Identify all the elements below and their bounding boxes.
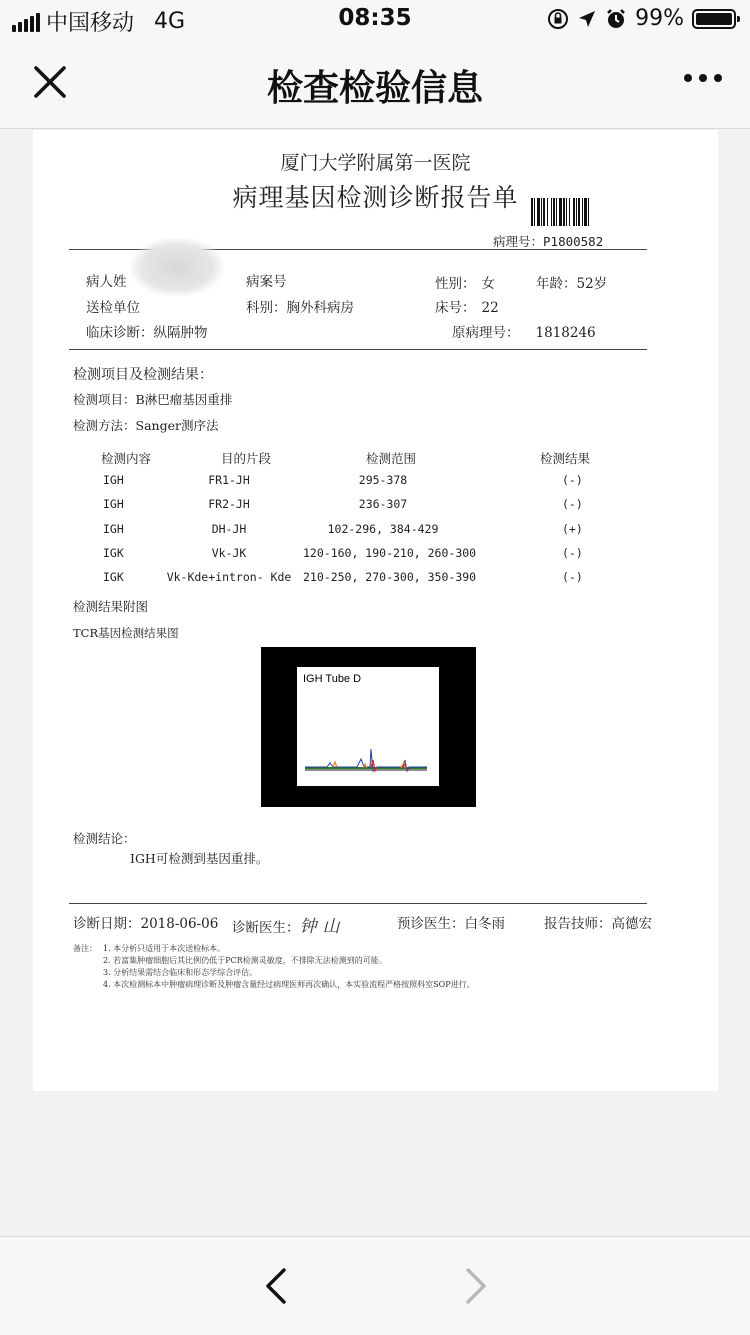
battery-icon: [692, 9, 736, 29]
figure-section-title: 检测结果附图: [73, 599, 149, 614]
table-cell-range: 102-296, 384-429: [327, 522, 439, 536]
clinical-diagnosis-field: [86, 321, 208, 341]
original-pathology-no-field: [452, 321, 596, 341]
gender-value: 女: [481, 276, 495, 292]
table-header-content: 检测内容: [101, 451, 152, 466]
table-cell-fragment: FR2-JH: [208, 497, 250, 511]
department-field: [246, 296, 354, 316]
chevron-left-icon[interactable]: [260, 1267, 294, 1305]
patient-name-label: 病人姓: [86, 274, 127, 290]
diag-date-label: 诊断日期：: [73, 916, 141, 932]
table-cell-result: (+): [562, 522, 583, 536]
clinical-dx-label: 临床诊断：: [86, 325, 154, 341]
gender-label: 性别：: [435, 276, 476, 292]
alarm-icon: [605, 8, 627, 30]
technician-field: [544, 912, 652, 932]
diagnosis-date-field: [73, 912, 218, 932]
table-cell-result: (-): [562, 497, 583, 511]
result-graph: [261, 647, 476, 807]
barcode-image: [531, 198, 639, 226]
figure-caption: TCR基因检测结果图: [73, 626, 179, 640]
pre-doctor-label: 预诊医生：: [397, 916, 465, 932]
diagnosis-doctor-field: [232, 912, 346, 937]
status-right: [547, 6, 736, 31]
battery-percent: 99%: [635, 6, 684, 31]
page-title: 检查检验信息: [266, 68, 483, 109]
graph-panel: [297, 667, 439, 786]
notes-label: 备注：: [73, 944, 97, 953]
pathology-no: [493, 232, 603, 250]
note-item: 2. 若富集肿瘤细胞后其比例仍低于PCR检测灵敏度，不排除无法检测到的可能。: [103, 956, 387, 965]
diag-doctor-label: 诊断医生：: [232, 920, 300, 936]
signature: 钟山: [299, 917, 346, 937]
table-header-range: 检测范围: [366, 451, 417, 466]
table-header-fragment: 目的片段: [221, 451, 272, 466]
table-cell-content: IGH: [103, 522, 124, 536]
test-item-value: B淋巴瘤基因重排: [135, 392, 233, 407]
test-item-label: 检测项目：: [73, 392, 136, 407]
table-cell-content: IGK: [103, 546, 124, 560]
report-document: [33, 130, 718, 1091]
carrier-label: 中国移动: [46, 11, 135, 36]
bed-field: [435, 296, 499, 316]
department-label: 科别：: [246, 300, 287, 316]
divider-patient: [69, 349, 647, 350]
send-unit-label: 送检单位: [86, 300, 140, 316]
note-item: 4. 本次检测标本中肿瘤病理诊断及肿瘤含量经过病理医师再次确认，本实验流程严格按照科室SOP进行。: [103, 980, 475, 989]
table-cell-range: 120-160, 190-210, 260-300: [303, 546, 477, 560]
table-cell-fragment: Vk-JK: [211, 546, 247, 560]
report-title: 病理基因检测诊断报告单: [232, 183, 519, 212]
pre-doctor-field: [397, 912, 505, 932]
pre-doctor-value: 白冬雨: [464, 916, 505, 932]
bottom-toolbar: [0, 1236, 750, 1335]
table-header-result: 检测结果: [540, 451, 591, 466]
conclusion-label: 检测结论：: [73, 831, 136, 846]
electropherogram-trace: [297, 667, 439, 786]
notes-list: [103, 943, 475, 991]
pathology-no-value: P1800582: [543, 234, 604, 249]
nav-bar: [0, 40, 750, 129]
note-item: 1. 本分析只适用于本次送检标本。: [103, 944, 226, 953]
table-cell-fragment: DH-JH: [211, 522, 247, 536]
gender-field: [435, 272, 495, 292]
note-item: 3. 分析结果需结合临床和形态学综合评估。: [103, 968, 258, 977]
section-title: 检测项目及检测结果：: [73, 367, 213, 383]
table-cell-result: (-): [562, 570, 583, 584]
hospital-name: 厦门大学附属第一医院: [280, 152, 471, 174]
table-cell-content: IGK: [103, 570, 124, 584]
table-cell-result: (-): [562, 473, 583, 487]
diag-date-value: 2018-06-06: [140, 916, 219, 932]
bed-label: 床号：: [435, 300, 476, 316]
age-value: 52岁: [576, 276, 608, 292]
test-method-label: 检测方法：: [73, 418, 136, 433]
status-bar: [0, 0, 750, 40]
table-cell-content: IGH: [103, 473, 124, 487]
graph-title: IGH Tube D: [303, 673, 362, 685]
network-label: 4G: [154, 9, 186, 34]
orig-path-no-label: 原病理号：: [452, 325, 520, 341]
clinical-dx-value: 纵隔肿物: [153, 325, 208, 341]
pathology-no-label: 病理号：: [493, 234, 544, 249]
test-item-field: [73, 390, 232, 408]
status-time: 08:35: [338, 5, 412, 31]
age-label: 年龄：: [536, 276, 577, 292]
table-cell-range: 295-378: [358, 473, 408, 487]
case-no-label: 病案号: [246, 274, 287, 290]
redacted-name-blur: [131, 238, 223, 296]
more-icon[interactable]: [684, 74, 722, 82]
divider-footer: [69, 903, 647, 904]
orig-path-no-value: 1818246: [535, 325, 596, 341]
conclusion-text: IGH可检测到基因重排。: [130, 851, 269, 866]
chevron-right-icon[interactable]: [458, 1267, 492, 1305]
table-cell-range: 210-250, 270-300, 350-390: [303, 570, 477, 584]
orientation-lock-icon: [547, 8, 569, 30]
bed-value: 22: [481, 300, 499, 316]
table-cell-content: IGH: [103, 497, 124, 511]
department-value: 胸外科病房: [286, 300, 354, 316]
tech-label: 报告技师：: [544, 916, 612, 932]
table-cell-fragment: FR1-JH: [208, 473, 250, 487]
location-icon: [577, 9, 597, 29]
test-method-field: [73, 416, 218, 434]
table-cell-fragment: Vk-Kde+intron- Kde: [166, 570, 292, 584]
test-method-value: Sanger测序法: [135, 418, 219, 433]
tech-value: 高德宏: [611, 916, 652, 932]
table-cell-result: (-): [562, 546, 583, 560]
age-field: [536, 272, 607, 292]
table-cell-range: 236-307: [358, 497, 408, 511]
